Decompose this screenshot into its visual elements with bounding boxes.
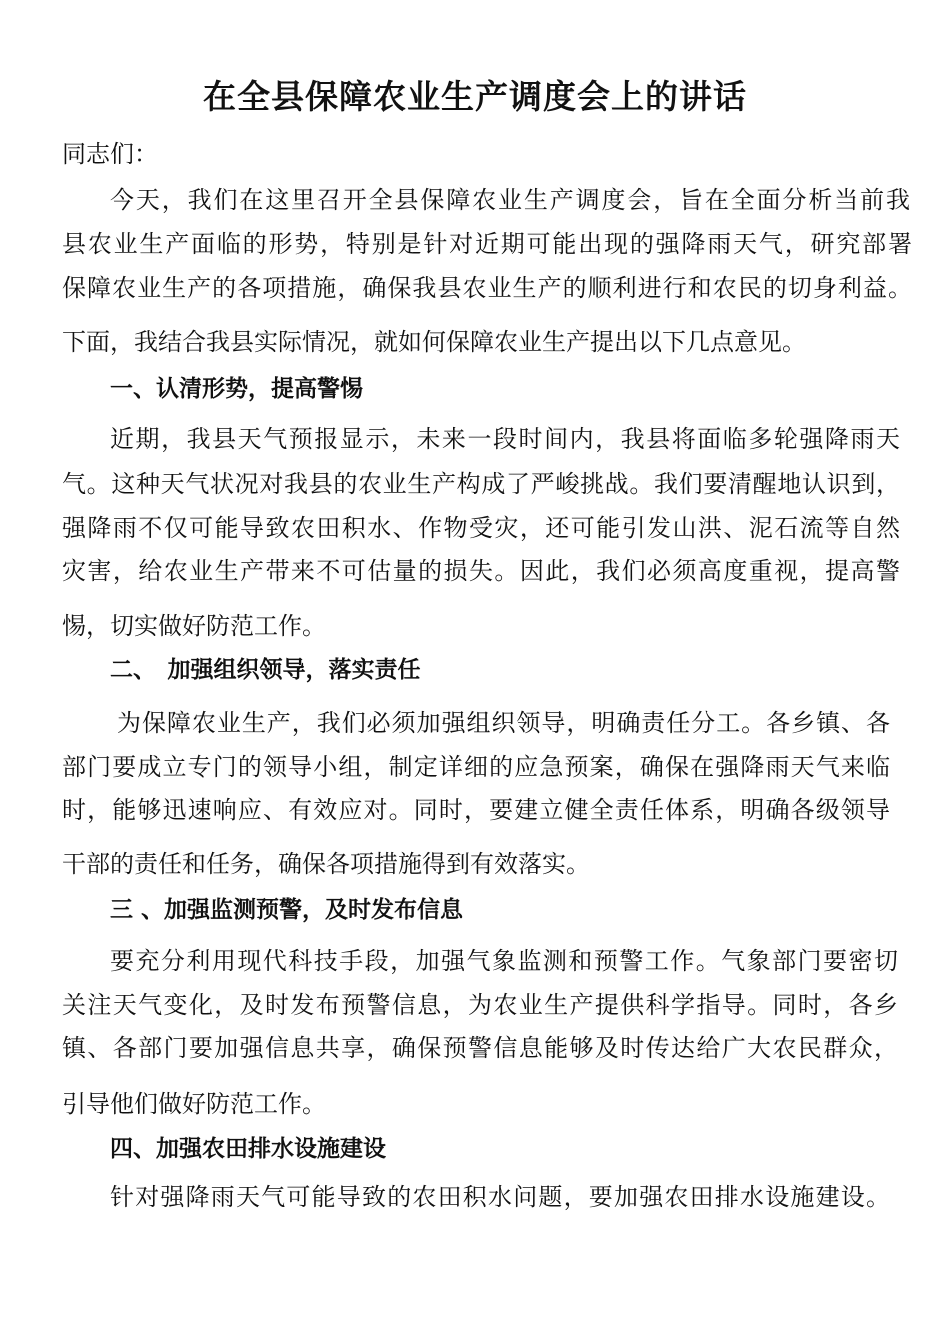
section-heading-2: 二、 加强组织领导，落实责任 <box>110 657 421 683</box>
paragraph-line: 引导他们做好防范工作。 <box>62 1090 326 1118</box>
paragraph-line: 下面，我结合我县实际情况，就如何保障农业生产提出以下几点意见。 <box>62 328 806 356</box>
paragraph-line: 今天，我们在这里召开全县保障农业生产调度会，旨在全面分析当前我 <box>110 186 910 214</box>
paragraph-line: 镇、各部门要加强信息共享，确保预警信息能够及时传达给广大农民群众， <box>62 1034 898 1062</box>
salutation: 同志们： <box>62 140 158 168</box>
document-title: 在全县保障农业生产调度会上的讲话 <box>203 77 747 116</box>
paragraph-line: 为保障农业生产，我们必须加强组织领导，明确责任分工。各乡镇、各 <box>117 709 890 737</box>
section-heading-4: 四、加强农田排水设施建设 <box>110 1136 386 1162</box>
paragraph-line: 保障农业生产的各项措施，确保我县农业生产的顺利进行和农民的切身利益。 <box>62 274 912 302</box>
paragraph-line: 关注天气变化，及时发布预警信息，为农业生产提供科学指导。同时，各乡 <box>62 991 898 1019</box>
paragraph-line: 强降雨不仅可能导致农田积水、作物受灾，还可能引发山洪、泥石流等自然 <box>62 514 900 542</box>
paragraph-line: 灾害，给农业生产带来不可估量的损失。因此，我们必须高度重视，提高警 <box>62 557 900 585</box>
section-heading-1: 一、认清形势，提高警惕 <box>110 376 363 402</box>
paragraph-line: 针对强降雨天气可能导致的农田积水问题，要加强农田排水设施建设。 <box>110 1183 890 1211</box>
paragraph-line: 干部的责任和任务，确保各项措施得到有效落实。 <box>62 850 590 878</box>
paragraph-line: 要充分利用现代科技手段，加强气象监测和预警工作。气象部门要密切 <box>110 947 898 975</box>
paragraph-line: 部门要成立专门的领导小组，制定详细的应急预案，确保在强降雨天气来临 <box>62 753 890 781</box>
paragraph-line: 惕，切实做好防范工作。 <box>62 612 326 640</box>
paragraph-line: 时，能够迅速响应、有效应对。同时，要建立健全责任体系，明确各级领导 <box>62 796 890 824</box>
paragraph-line: 近期，我县天气预报显示，未来一段时间内，我县将面临多轮强降雨天 <box>110 425 900 453</box>
paragraph-line: 县农业生产面临的形势，特别是针对近期可能出现的强降雨天气，研究部署 <box>62 230 912 258</box>
paragraph-line: 气。这种天气状况对我县的农业生产构成了严峻挑战。我们要清醒地认识到， <box>62 470 900 498</box>
section-heading-3: 三 、加强监测预警，及时发布信息 <box>110 897 464 923</box>
